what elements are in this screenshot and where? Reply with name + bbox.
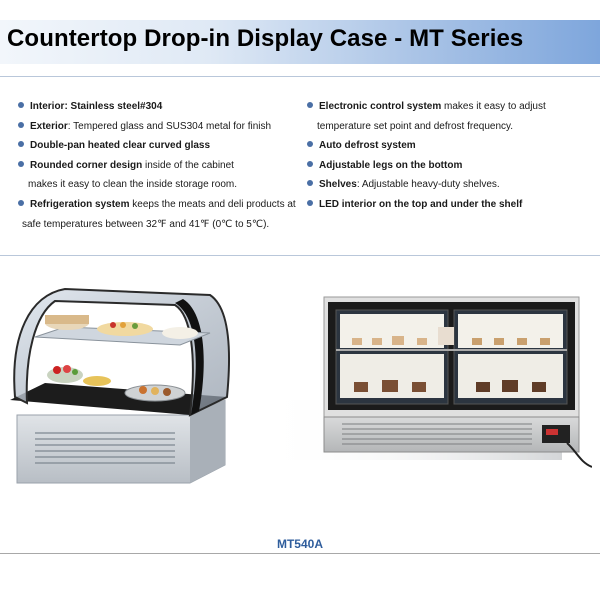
divider <box>0 255 600 256</box>
rectangular-display-case-image <box>262 292 592 472</box>
bullet-icon <box>18 102 24 108</box>
feature-item: Double-pan heated clear curved glass <box>18 136 308 156</box>
feature-item: LED interior on the top and under the shelf <box>307 195 597 215</box>
model-number: MT540A <box>276 537 323 551</box>
feature-item: Exterior: Tempered glass and SUS304 metal for finish <box>18 117 308 137</box>
feature-item: Refrigeration system keeps the meats and deli products at <box>18 195 308 215</box>
bullet-icon <box>18 161 24 167</box>
features-right <box>307 97 597 215</box>
feature-item: Electronic control system makes it easy to adjust <box>307 97 597 117</box>
feature-item: Shelves: Adjustable heavy-duty shelves. <box>307 175 597 195</box>
feature-item: Rounded corner design inside of the cabinet <box>18 156 308 176</box>
curved-display-case-image <box>5 275 240 490</box>
page-title: Countertop Drop-in Display Case - MT Series <box>7 25 524 52</box>
divider <box>0 553 600 554</box>
bullet-icon <box>18 141 24 147</box>
feature-continuation: safe temperatures between 32℉ and 41℉ (0℃ to 5℃). <box>22 218 270 230</box>
features-left <box>18 97 308 234</box>
bullet-icon <box>18 200 24 206</box>
divider <box>0 76 600 77</box>
bullet-icon <box>307 102 313 108</box>
bullet-icon <box>307 180 313 186</box>
feature-continuation: temperature set point and defrost frequency. <box>317 120 514 132</box>
bullet-icon <box>18 122 24 128</box>
bullet-icon <box>307 161 313 167</box>
feature-continuation: makes it easy to clean the inside storage room. <box>28 179 237 191</box>
title-banner <box>0 20 600 64</box>
bullet-icon <box>307 200 313 206</box>
feature-item: Adjustable legs on the bottom <box>307 156 597 176</box>
feature-item: Auto defrost system <box>307 136 597 156</box>
bullet-icon <box>307 141 313 147</box>
feature-item: Interior: Stainless steel#304 <box>18 97 308 117</box>
